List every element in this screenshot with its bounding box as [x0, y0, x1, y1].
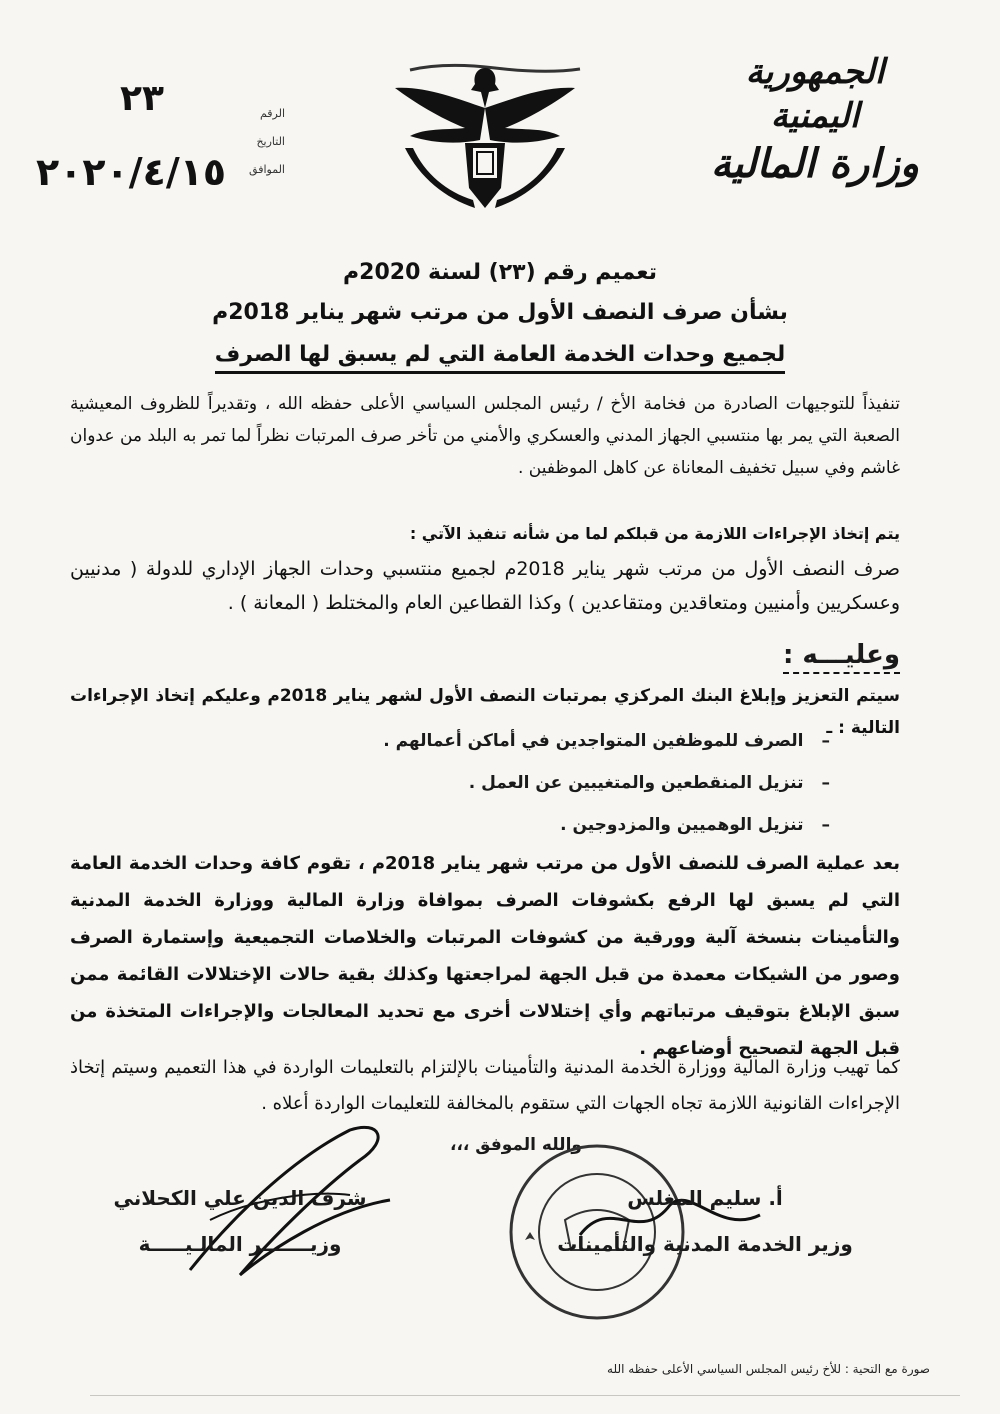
circular-title: تعميم رقم (٢٣) لسنة 2020م — [343, 260, 657, 285]
ministry-name: وزارة المالية — [710, 140, 920, 187]
signatory-name: شرف الدين علي الكحلاني — [113, 1186, 367, 1210]
signature-block-civil-service — [545, 1175, 865, 1267]
ref-label-date: التاريخ — [256, 135, 285, 148]
list-item: –تنزيل الوهميين والمزدوجين . — [560, 815, 830, 835]
signatory-title: وزير الخدمة المدنية والتأمينات — [557, 1232, 853, 1256]
footer-divider — [90, 1395, 960, 1396]
ref-label-number: الرقم — [259, 107, 285, 120]
section-heading: وعليـــه : — [783, 640, 900, 674]
signature-block-finance — [110, 1175, 370, 1267]
paragraph-intro: تنفيذاً للتوجيهات الصادرة من فخامة الأخ / رئيس المجلس السياسي الأعلى حفظه الله ، وتقديراً للظروف المعيشية الصعبة التي يمر بها منتسبي الجهاز المدني والعسكري والأمني من تأخر صرف المرتبات نظراً لما تمر به البلد من عدوان غاشم وفي سبيل تخفيف المعاناة عن كاهل الموظفين . — [70, 394, 900, 478]
paragraph-payment: صرف النصف الأول من مرتب شهر يناير 2018م لجميع منتسبي وحدات الجهاز الإداري للدولة ( مدنيين وعسكريين وأمنيين ومتعاقدين ومتقاعدين ) وكذا القطاعين العام والمختلط ( المعانة ) . — [70, 558, 900, 614]
reference-date: ٢٠٢٠/٤/١٥ — [36, 150, 227, 194]
closing-line: والله الموفق ،،، — [450, 1135, 582, 1155]
list-item-text: تنزيل الوهميين والمزدوجين . — [560, 815, 804, 835]
country-name: الجمهورية اليمنية — [745, 52, 885, 136]
paragraph-procedures: سيتم التعزيز وإبلاغ البنك المركزي بمرتبات النصف الأول لشهر يناير 2018م وعليكم إتخاذ الإجراءات التالية : ـ — [70, 686, 900, 738]
signatory-name: أ. سليم المغلس — [627, 1186, 783, 1210]
paragraph-compliance: كما تهيب وزارة المالية ووزارة الخدمة المدنية والتأمينات بالإلتزام بالتعليمات الواردة في هذا التعميم وسيتم إتخاذ الإجراءات القانونية اللازمة تجاه الجهات التي ستقوم بالمخالفة للتعليمات الواردة أعلاه . — [70, 1057, 900, 1114]
paragraph-followup: بعد عملية الصرف للنصف الأول من مرتب شهر يناير 2018م ، تقوم كافة وحدات الخدمة العامة التي لم يسبق لها الرفع بكشوفات الصرف بموافاة وزارة المالية ووزارة الخدمة المدنية والتأمينات بنسخة آلية وورقية من كشوفات المرتبات والخلاصات التجميعية وإستمارة الصرف وصور من الشيكات معمدة من قبل الجهة لمراجعتها وكذلك بقية حالات الإختلالات القائمة ممن سبق الإبلاغ بتوقيف مرتباتهم وأي إختلالات أخرى مع تحديد المعالجات والإجراءات المتخذة من قبل الجهة لتصحيح أوضاعهم . — [70, 853, 900, 1059]
list-item-text: الصرف للموظفين المتواجدين في أماكن أعمالهم . — [383, 731, 804, 751]
list-item: –تنزيل المنقطعين والمتغيبين عن العمل . — [468, 773, 830, 793]
letterhead — [700, 50, 930, 190]
signatory-title: وزيـــــــر المالـيـــــة — [138, 1232, 342, 1256]
reference-labels — [235, 100, 285, 184]
circular-scope — [150, 342, 850, 367]
procedures-list — [383, 720, 830, 846]
circular-subject: بشأن صرف النصف الأول من مرتب شهر يناير 2018م — [212, 300, 788, 325]
list-item-text: تنزيل المنقطعين والمتغيبين عن العمل . — [468, 773, 804, 793]
list-item: –الصرف للموظفين المتواجدين في أماكن أعمالهم . — [383, 731, 830, 751]
paragraph-instruction: يتم إتخاذ الإجراءات اللازمة من قبلكم لما من شأنه تنفيذ الآتي : — [409, 524, 900, 543]
ref-label-equivalent: الموافق — [249, 163, 285, 176]
reference-number: ٢٣ — [120, 78, 164, 119]
yemen-eagle-emblem — [385, 48, 585, 218]
circular-scope-text: لجميع وحدات الخدمة العامة التي لم يسبق لها الصرف — [215, 342, 786, 374]
copy-recipient-line: صورة مع التحية : للأخ رئيس المجلس السياسي الأعلى حفظه الله — [607, 1362, 930, 1376]
